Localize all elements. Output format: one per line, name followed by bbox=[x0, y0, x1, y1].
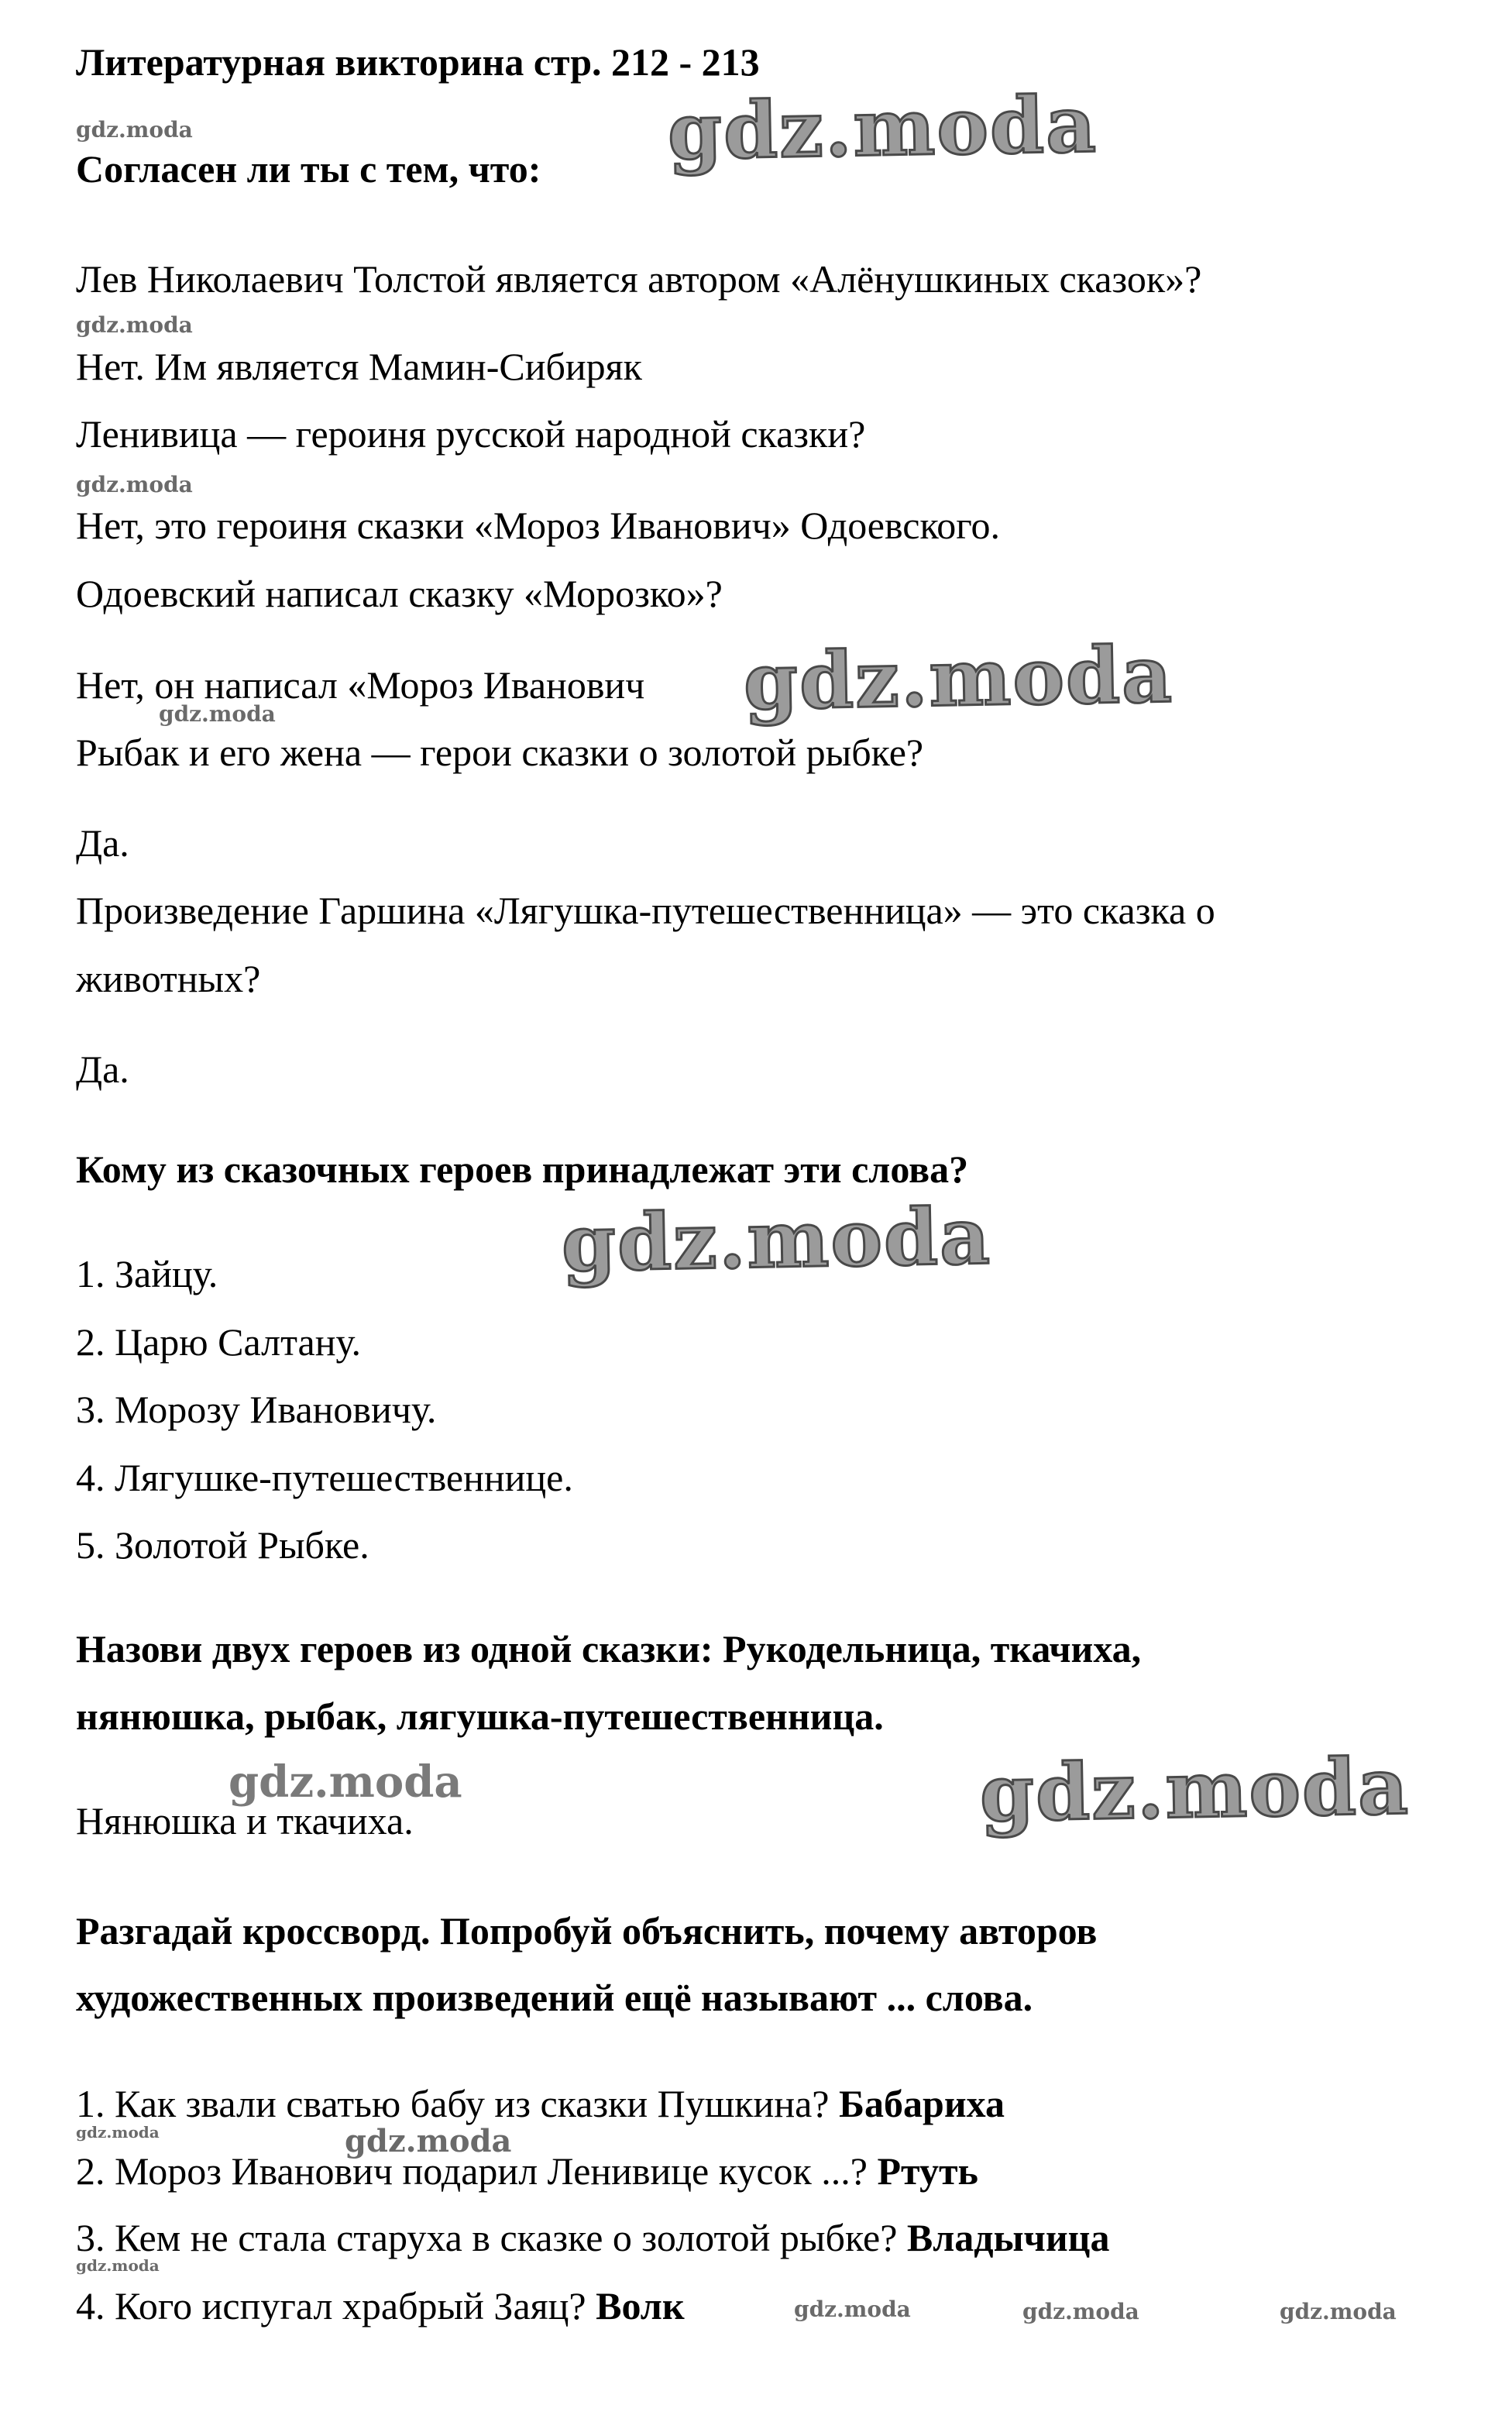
page-title: Литературная викторина стр. 212 - 213 bbox=[76, 40, 760, 84]
section-heading-crossword-cont: художественных произведений ещё называют ... слова. bbox=[76, 1976, 1033, 2019]
question-line: Ленивица — героиня русской народной сказки? bbox=[76, 412, 866, 456]
answer-line: Нет. Им является Мамин-Сибиряк bbox=[76, 345, 642, 388]
answer-line: Нет, он написал «Мороз Иванович bbox=[76, 663, 645, 707]
answer-line: Нянюшка и ткачиха. bbox=[76, 1799, 414, 1842]
crossword-answer: Бабариха bbox=[838, 2082, 1005, 2125]
watermark-logo: gdz.moda bbox=[979, 1740, 1411, 1839]
list-item: 3. Морозу Ивановичу. bbox=[76, 1388, 437, 1431]
watermark-logo: gdz.moda bbox=[76, 2123, 160, 2142]
crossword-question: 3. Кем не стала старуха в сказке о золотой рыбке? bbox=[76, 2216, 898, 2259]
answer-line: Да. bbox=[76, 1048, 129, 1091]
watermark-logo: gdz.moda bbox=[794, 2297, 911, 2322]
crossword-question: 4. Кого испугал храбрый Заяц? bbox=[76, 2284, 586, 2328]
list-item: 2. Царю Салтану. bbox=[76, 1320, 361, 1364]
list-item: 4. Лягушке-путешественнице. bbox=[76, 1456, 573, 1499]
section-heading-two-heroes-cont: нянюшка, рыбак, лягушка-путешественница. bbox=[76, 1694, 884, 1738]
crossword-item bbox=[76, 2148, 978, 2194]
watermark-logo: gdz.moda bbox=[1280, 2299, 1397, 2324]
crossword-item bbox=[76, 2214, 1109, 2261]
crossword-item bbox=[76, 2080, 1005, 2127]
answer-line: Нет, это героиня сказки «Мороз Иванович» Одоевского. bbox=[76, 504, 1001, 547]
section-heading-whose-words: Кому из сказочных героев принадлежат эти слова? bbox=[76, 1147, 969, 1191]
crossword-answer: Волк bbox=[596, 2284, 685, 2328]
watermark-logo: gdz.moda bbox=[345, 2123, 512, 2159]
crossword-answer: Владычица bbox=[906, 2216, 1110, 2259]
watermark-logo: gdz.moda bbox=[667, 78, 1098, 177]
crossword-question: 2. Мороз Иванович подарил Ленивице кусок ...? bbox=[76, 2149, 868, 2193]
question-line: Рыбак и его жена — герои сказки о золотой рыбке? bbox=[76, 731, 924, 774]
watermark-logo: gdz.moda bbox=[743, 628, 1174, 728]
watermark-logo: gdz.moda bbox=[159, 701, 276, 727]
watermark-logo: gdz.moda bbox=[1022, 2299, 1139, 2324]
question-line: Произведение Гаршина «Лягушка-путешественница» — это сказка о bbox=[76, 889, 1215, 932]
question-line-cont: животных? bbox=[76, 957, 261, 1000]
crossword-question: 1. Как звали сватью бабу из сказки Пушкина? bbox=[76, 2082, 830, 2125]
list-item: 5. Золотой Рыбке. bbox=[76, 1523, 369, 1567]
watermark-logo: gdz.moda bbox=[229, 1756, 462, 1808]
crossword-answer: Ртуть bbox=[877, 2149, 978, 2193]
watermark-logo: gdz.moda bbox=[76, 312, 193, 338]
question-line: Лев Николаевич Толстой является автором «Алёнушкиных сказок»? bbox=[76, 257, 1202, 301]
list-item: 1. Зайцу. bbox=[76, 1252, 218, 1295]
crossword-item bbox=[76, 2283, 685, 2329]
question-line: Одоевский написал сказку «Морозко»? bbox=[76, 572, 723, 615]
watermark-logo: gdz.moda bbox=[561, 1190, 992, 1289]
watermark-logo: gdz.moda bbox=[76, 117, 193, 143]
section-heading-agree: Согласен ли ты с тем, что: bbox=[76, 147, 541, 191]
section-heading-crossword: Разгадай кроссворд. Попробуй объяснить, почему авторов bbox=[76, 1909, 1098, 1952]
section-heading-two-heroes: Назови двух героев из одной сказки: Рукодельница, ткачиха, bbox=[76, 1627, 1142, 1670]
answer-line: Да. bbox=[76, 821, 129, 865]
watermark-logo: gdz.moda bbox=[76, 472, 193, 497]
watermark-logo: gdz.moda bbox=[76, 2256, 160, 2275]
